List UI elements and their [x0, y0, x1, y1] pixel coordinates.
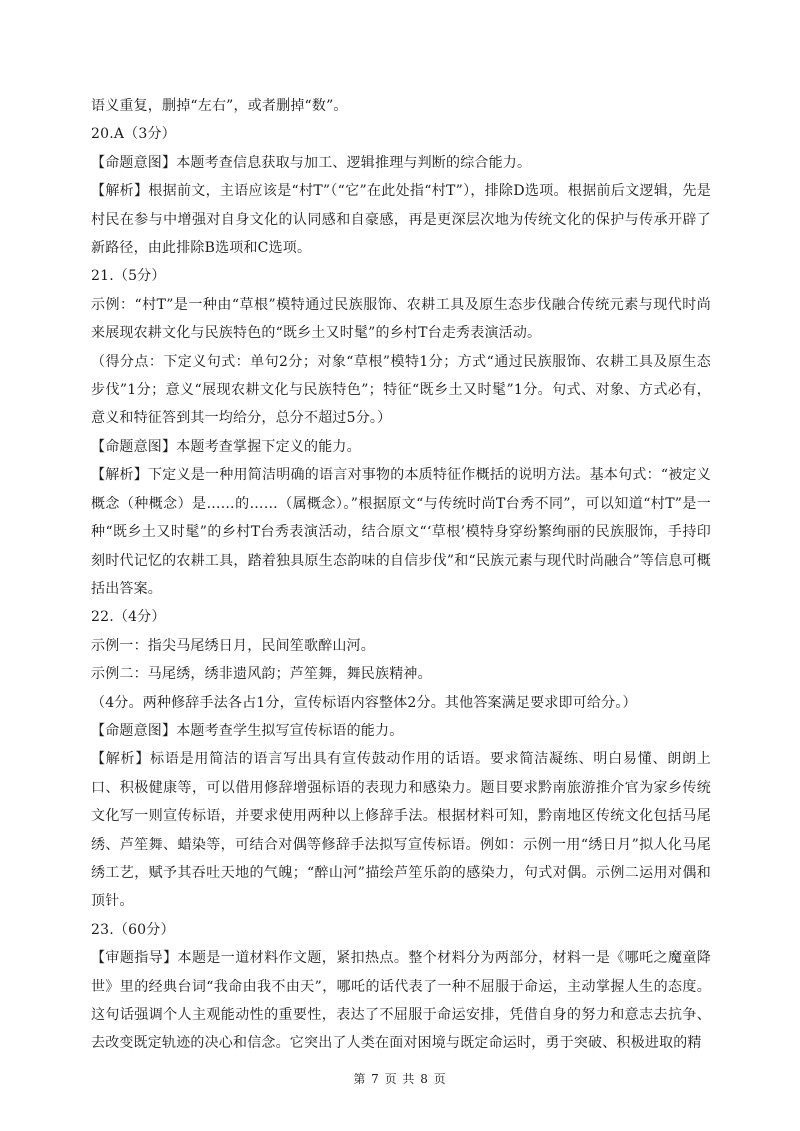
question-22-example-1: 示例一：指尖马尾绣日月，民间笙歌醉山河。: [91, 637, 375, 654]
question-21-header: 21.（5分）: [91, 268, 166, 285]
question-22-analysis: 【解析】标语是用简洁的语言写出具有宣传鼓动作用的话语。要求简洁凝练、明白易懂、朗朗上口、积极健康等，可以借用修辞增强标语的表现力和感染力。题目要求黔南旅游推介官为家乡传统文化写一则宣传标语，并要求使用两种以上修辞手法。根据材料可知，黔南地区传统文化包括马尾绣、芦笙舞、蜡染等，可结合对偶等修辞手法拟写宣传标语。例如：示例一用“绣日月”拟人化马尾绣工艺，赋予其吞吐天地的气魄；“醉山河”描绘芦笙乐韵的感染力，句式对偶。示例二运用对偶和顶针。: [91, 751, 711, 910]
page-content: [91, 92, 711, 1058]
question-20-analysis: 【解析】根据前文，主语应该是“村T”（“它”在此处指“村T”），排除D选项。根据前后文逻辑，先是村民在参与中增强对自身文化的认同感和自豪感，再是更深层次地为传统文化的保护与传承开辟了新路径，由此排除B选项和C选项。: [91, 183, 711, 257]
question-21-intent: 【命题意图】本题考查掌握下定义的能力。: [91, 438, 361, 455]
question-22-example-2: 示例二：马尾绣，绣非遗风韵；芦笙舞，舞民族精神。: [91, 666, 432, 683]
question-20-answer: 20.A（3分）: [91, 126, 176, 143]
question-21-analysis: 【解析】下定义是一种用简洁明确的语言对事物的本质特征作概括的说明方法。基本句式：“被定义概念（种概念）是……的……（属概念）。”根据原文“与传统时尚T台秀不同”，可以知道“村T”是一种“既乡土又时髦”的乡村T台秀表演活动，结合原文“‘草根’模特身穿纷繁绚丽的民族服饰，手持印刻时代记忆的农耕工具，踏着独具原生态韵味的自信步伐”和“民族元素与现代时尚融合”等信息可概括出答案。: [91, 467, 711, 597]
question-23-guidance: 【审题指导】本题是一道材料作文题，紧扣热点。整个材料分为两部分，材料一是《哪吒之魔童降世》里的经典台词“我命由我不由天”，哪吒的话代表了一种不屈服于命运，主动掌握人生的态度。这句话强调个人主观能动性的重要性，表达了不屈服于命运安排，凭借自身的努力和意志去抗争、去改变既定轨迹的决心和信念。它突出了人类在面对困境与既定命运时，勇于突破、积极进取的精: [91, 950, 711, 1052]
page-footer: 第 7 页 共 8 页: [353, 1072, 447, 1086]
question-22-header: 22.（4分）: [91, 609, 166, 626]
paragraph-q19-tail: 语义重复，删掉“左右”，或者删掉“数”。: [91, 98, 348, 114]
question-21-example: 示例：“村T”是一种由“草根”模特通过民族服饰、农耕工具及原生态步伐融合传统元素与现代时尚来展现农耕文化与民族特色的“既乡土又时髦”的乡村T台走秀表演活动。: [91, 296, 711, 342]
question-22-scoring: （4分。两种修辞手法各占1分，宣传标语内容整体2分。其他答案满足要求即可给分。）: [91, 694, 637, 711]
question-22-intent: 【命题意图】本题考查学生拟写宣传标语的能力。: [91, 722, 404, 739]
question-20-intent: 【命题意图】本题考查信息获取与加工、逻辑推理与判断的综合能力。: [91, 154, 532, 171]
question-23-header: 23.（60分）: [91, 921, 175, 938]
question-21-scoring: （得分点：下定义句式：单句2分；对象“草根”模特1分；方式“通过民族服饰、农耕工具及原生态步伐”1分；意义“展现农耕文化与民族特色”；特征“既乡土又时髦”1分。句式、对象、方式必有，意义和特征答到其一均给分，总分不超过5分。）: [91, 353, 711, 427]
